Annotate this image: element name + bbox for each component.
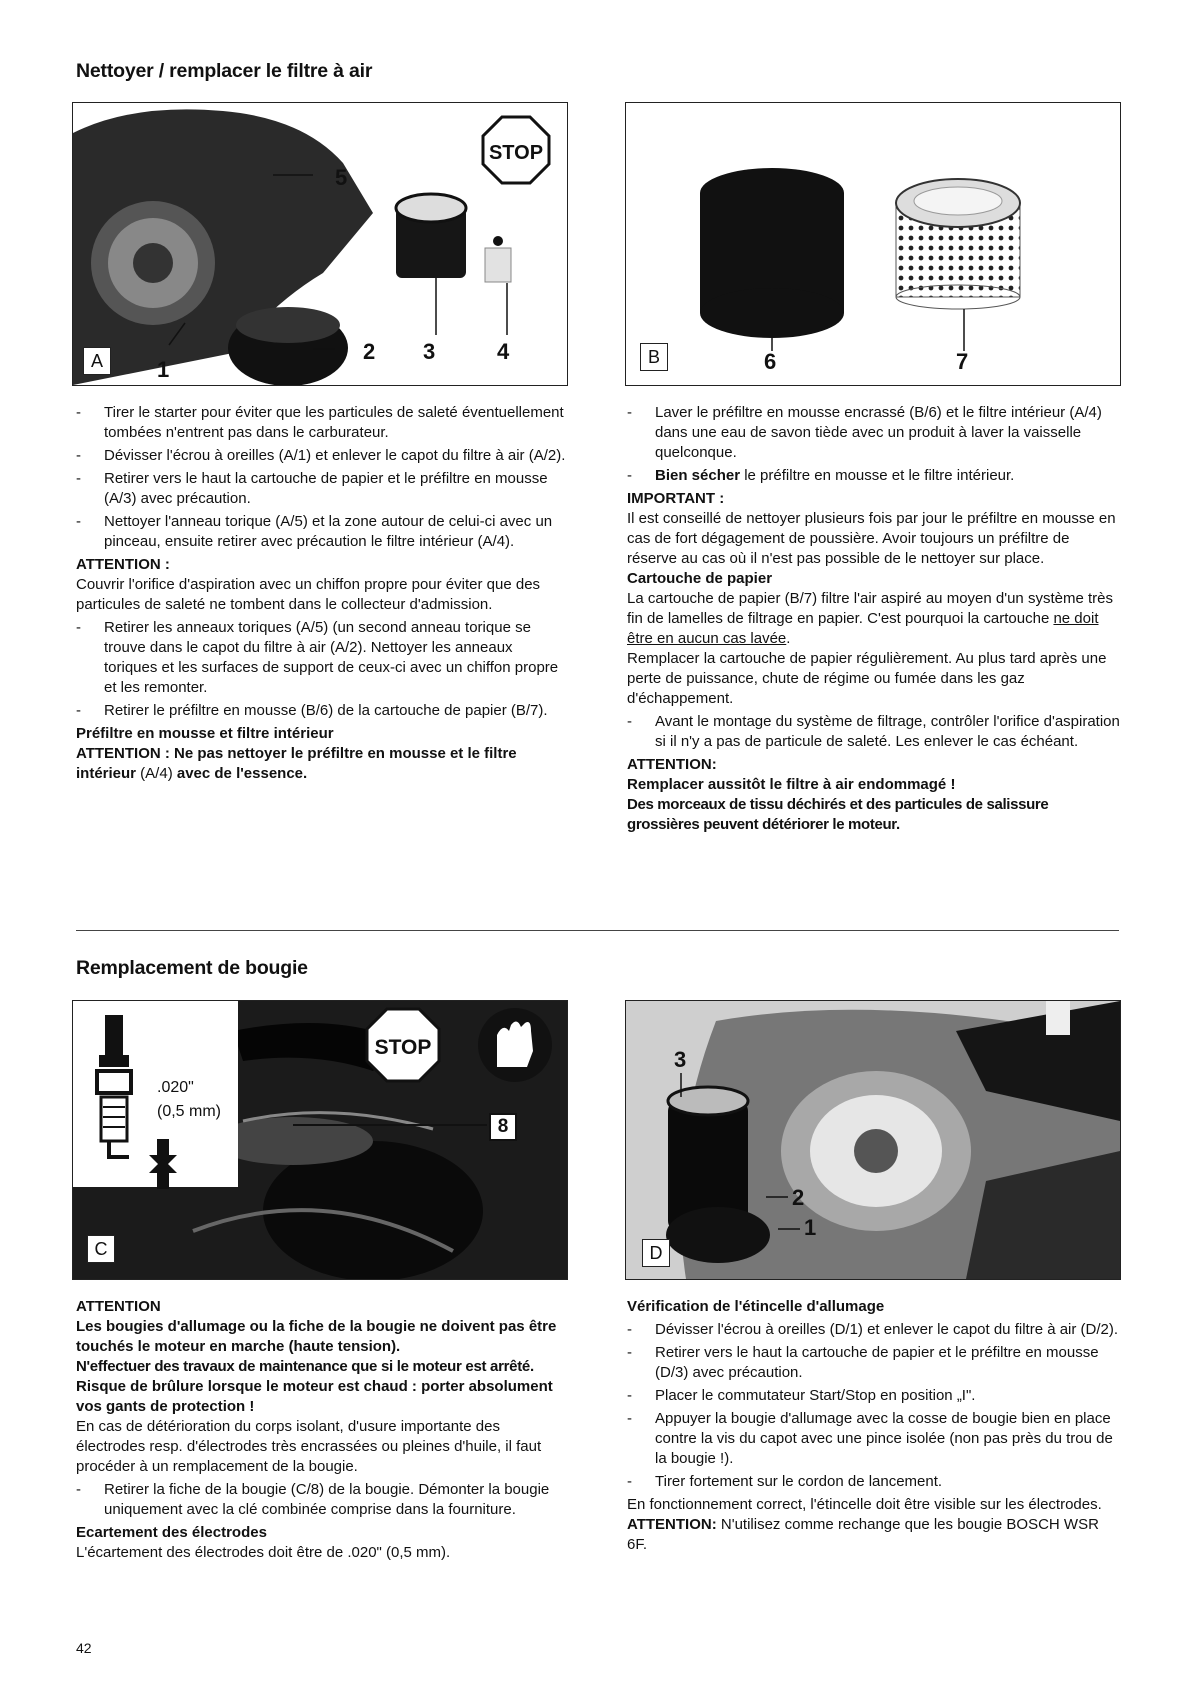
spark-warning-2: N'effectuer des travaux de maintenance que si le moteur est arrêté. [76, 1358, 534, 1375]
figure-a-number-1: 1 [157, 357, 170, 382]
figure-d-illustration [626, 1001, 1120, 1279]
attention-heading-right: ATTENTION: [627, 756, 717, 773]
list-item: - Laver le préfiltre en mousse encrassé (B/6) et le filtre intérieur (A/4) dans une eau de savon tiède avec un produit à laver la vaisselle quelconque. [627, 403, 1121, 463]
section-title-spark-plug: Remplacement de bougie [76, 957, 308, 979]
list-item: - Retirer le préfiltre en mousse (B/6) de la cartouche de papier (B/7). [76, 701, 568, 721]
list-item: - Avant le montage du système de filtrage, contrôler l'orifice d'aspiration si il n'y a pas de particule de saleté. Les enlever le cas échéant. [627, 712, 1121, 752]
spark-replace-text: En cas de détérioration du corps isolant, d'usure importante des électrodes resp. d'électrodes très encrassées ou pleines d'huile, il faut procéder à un remplacement de la bougie. [76, 1418, 542, 1475]
stop-icon [481, 115, 551, 190]
figure-a-label: A [83, 347, 111, 375]
section-title-air-filter: Nettoyer / remplacer le filtre à air [76, 60, 373, 82]
attention-text: Couvrir l'orifice d'aspiration avec un chiffon propre pour éviter que des particules de saleté ne tombent dans le collecteur d'admission. [76, 576, 541, 613]
figure-a-number-3: 3 [423, 339, 436, 364]
spark-check-text: En fonctionnement correct, l'étincelle doit être visible sur les électrodes. [627, 1496, 1102, 1513]
important-heading: IMPORTANT : [627, 490, 725, 507]
gap-mm: (0,5 mm) [157, 1103, 221, 1120]
spark-check-steps [627, 1320, 1121, 1492]
list-item: - Dévisser l'écrou à oreilles (D/1) et enlever le capot du filtre à air (D/2). [627, 1320, 1121, 1340]
list-item: - Appuyer la bougie d'allumage avec la cosse de bougie bien en place contre la vis du capot avec une pince isolée (non pas près du trou de la bougie !). [627, 1409, 1121, 1469]
figure-b-number-7: 7 [956, 349, 969, 374]
figure-d-number-2: 2 [792, 1185, 805, 1210]
spark-attention-heading: ATTENTION [76, 1298, 161, 1315]
figure-a-number-4: 4 [497, 339, 510, 364]
stop-icon-c [365, 1007, 441, 1088]
prefiltre-warning: ATTENTION : Ne pas nettoyer le préfiltre en mousse et le filtre intérieur (A/4) avec de l'essence. [76, 745, 517, 782]
mount-steps [627, 712, 1121, 752]
figure-b-label: B [640, 343, 668, 371]
list-item: - Placer le commutateur Start/Stop en position „I". [627, 1386, 1121, 1406]
figure-c [72, 1000, 568, 1280]
attention-line-1: Remplacer aussitôt le filtre à air endommagé ! [627, 776, 956, 793]
list-item: - Retirer les anneaux toriques (A/5) (un second anneau torique se trouve dans le capot du filtre à air (A/2). Nettoyer les anneaux toriques et les surfaces de support de ceux-ci avec un chiffon propre et les remonter. [76, 618, 568, 698]
figure-d [625, 1000, 1121, 1280]
air-filter-steps-1 [76, 403, 568, 552]
replace-text: Remplacer la cartouche de papier régulièrement. Au plus tard après une perte de puissance, chute de régime ou fumée dans les gaz d'échappement. [627, 650, 1107, 707]
figure-b-number-6: 6 [764, 349, 777, 374]
figure-c-number-8: 8 [489, 1113, 517, 1141]
figure-b [625, 102, 1121, 386]
spark-warning-1: Les bougies d'allumage ou la fiche de la bougie ne doivent pas être touchés le moteur en marche (haute tension). [76, 1318, 557, 1355]
spark-plug-left-column [76, 1297, 568, 1563]
air-filter-right-column [627, 403, 1121, 835]
spark-check-right-column [627, 1297, 1121, 1555]
svg-text:STOP: STOP [374, 1036, 432, 1059]
attention-line-2: Des morceaux de tissu déchirés et des particules de salissure grossières peuvent détériorer le moteur. [627, 796, 1049, 833]
figure-a-number-5: 5 [335, 165, 348, 190]
figure-d-label: D [642, 1239, 670, 1267]
list-item: - Nettoyer l'anneau torique (A/5) et la zone autour de celui-ci avec un pinceau, ensuite retirer avec précaution le filtre intérieur (A/4). [76, 512, 568, 552]
page-number: 42 [76, 1640, 92, 1656]
list-item: - Tirer fortement sur le cordon de lancement. [627, 1472, 1121, 1492]
attention-heading: ATTENTION : [76, 556, 170, 573]
spark-steps [76, 1480, 568, 1520]
list-item: - Dévisser l'écrou à oreilles (A/1) et enlever le capot du filtre à air (A/2). [76, 446, 568, 466]
electrode-gap-text: L'écartement des électrodes doit être de .020" (0,5 mm). [76, 1544, 451, 1561]
figure-a [72, 102, 568, 386]
spark-warning-3: Risque de brûlure lorsque le moteur est chaud : porter absolument vos gants de protection ! [76, 1378, 553, 1415]
list-item: - Retirer la fiche de la bougie (C/8) de la bougie. Démonter la bougie uniquement avec la clé combinée comprise dans la fourniture. [76, 1480, 568, 1520]
important-text: Il est conseillé de nettoyer plusieurs fois par jour le préfiltre en mousse en cas de fort dégagement de poussière. Avoir toujours un préfiltre de réserve au cas où il n'est pas possible de le nettoyer sur place. [627, 510, 1116, 567]
figure-d-number-3: 3 [674, 1047, 687, 1072]
figure-a-number-2: 2 [363, 339, 376, 364]
wash-steps [627, 403, 1121, 486]
section-divider [76, 930, 1119, 931]
gap-inch: .020" [157, 1079, 194, 1096]
spark-check-heading: Vérification de l'étincelle d'allumage [627, 1298, 885, 1315]
air-filter-steps-2 [76, 618, 568, 721]
figure-c-label: C [87, 1235, 115, 1263]
list-item: - Retirer vers le haut la cartouche de papier et le préfiltre en mousse (D/3) avec précaution. [627, 1343, 1121, 1383]
electrode-gap-heading: Ecartement des électrodes [76, 1524, 267, 1541]
figure-b-illustration [626, 103, 1120, 385]
air-filter-left-column [76, 403, 568, 784]
prefiltre-heading: Préfiltre en mousse et filtre intérieur [76, 725, 334, 742]
figure-d-number-1: 1 [804, 1215, 817, 1240]
gloves-icon [478, 1008, 552, 1082]
list-item: - Bien sécher le préfiltre en mousse et le filtre intérieur. [627, 466, 1121, 486]
list-item: - Tirer le starter pour éviter que les particules de saleté éventuellement tombées n'entrent pas dans le carburateur. [76, 403, 568, 443]
cartouche-heading: Cartouche de papier [627, 570, 773, 587]
svg-text:STOP: STOP [488, 142, 544, 164]
cartouche-text: La cartouche de papier (B/7) filtre l'air aspiré au moyen d'un système très fin de lamelles de filtrage en papier. C'est pourquoi la cartouche ne doit être en aucun cas lavée. [627, 590, 1113, 647]
spark-check-attention: ATTENTION: N'utilisez comme rechange que les bougie BOSCH WSR 6F. [627, 1516, 1099, 1553]
list-item: - Retirer vers le haut la cartouche de papier et le préfiltre en mousse (A/3) avec précaution. [76, 469, 568, 509]
